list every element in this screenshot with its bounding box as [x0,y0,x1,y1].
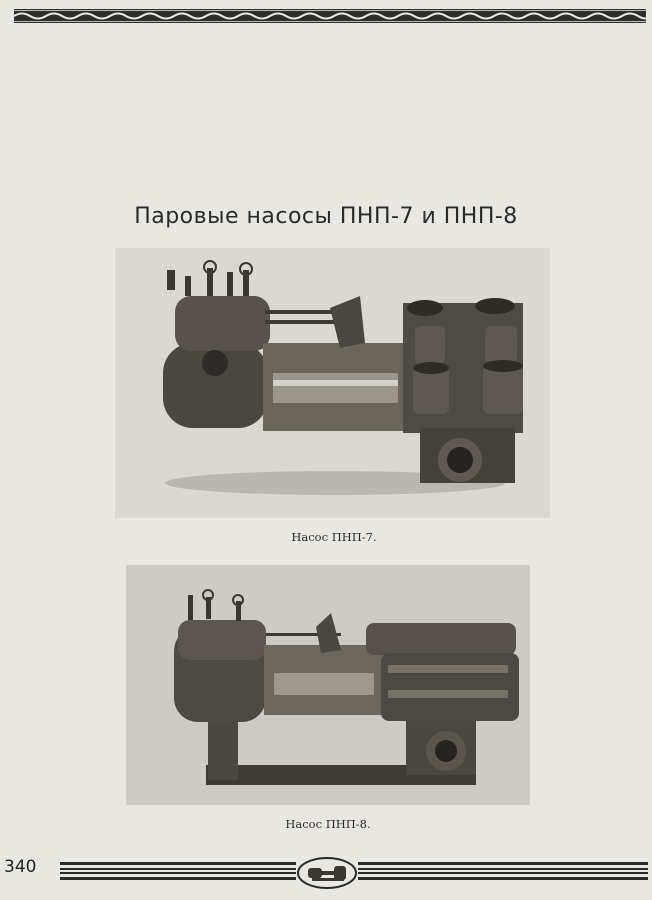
page-number: 340 [4,857,37,877]
steam-pump-pnp8-illustration [126,565,530,805]
page-title: Паровые насосы ПНП-7 и ПНП-8 [134,204,518,229]
steam-pump-pnp7-illustration [115,248,550,518]
pump-emblem-icon [296,856,358,890]
caption-pnp-8: Насос ПНП-8. [285,817,371,831]
photo-pnp-8 [126,565,530,805]
caption-pnp-7: Насос ПНП-7. [291,530,377,544]
footer-rule-left [60,860,296,882]
photo-pnp-7 [115,248,550,518]
footer-rule-right [358,860,648,882]
top-ornament-border [14,9,646,23]
